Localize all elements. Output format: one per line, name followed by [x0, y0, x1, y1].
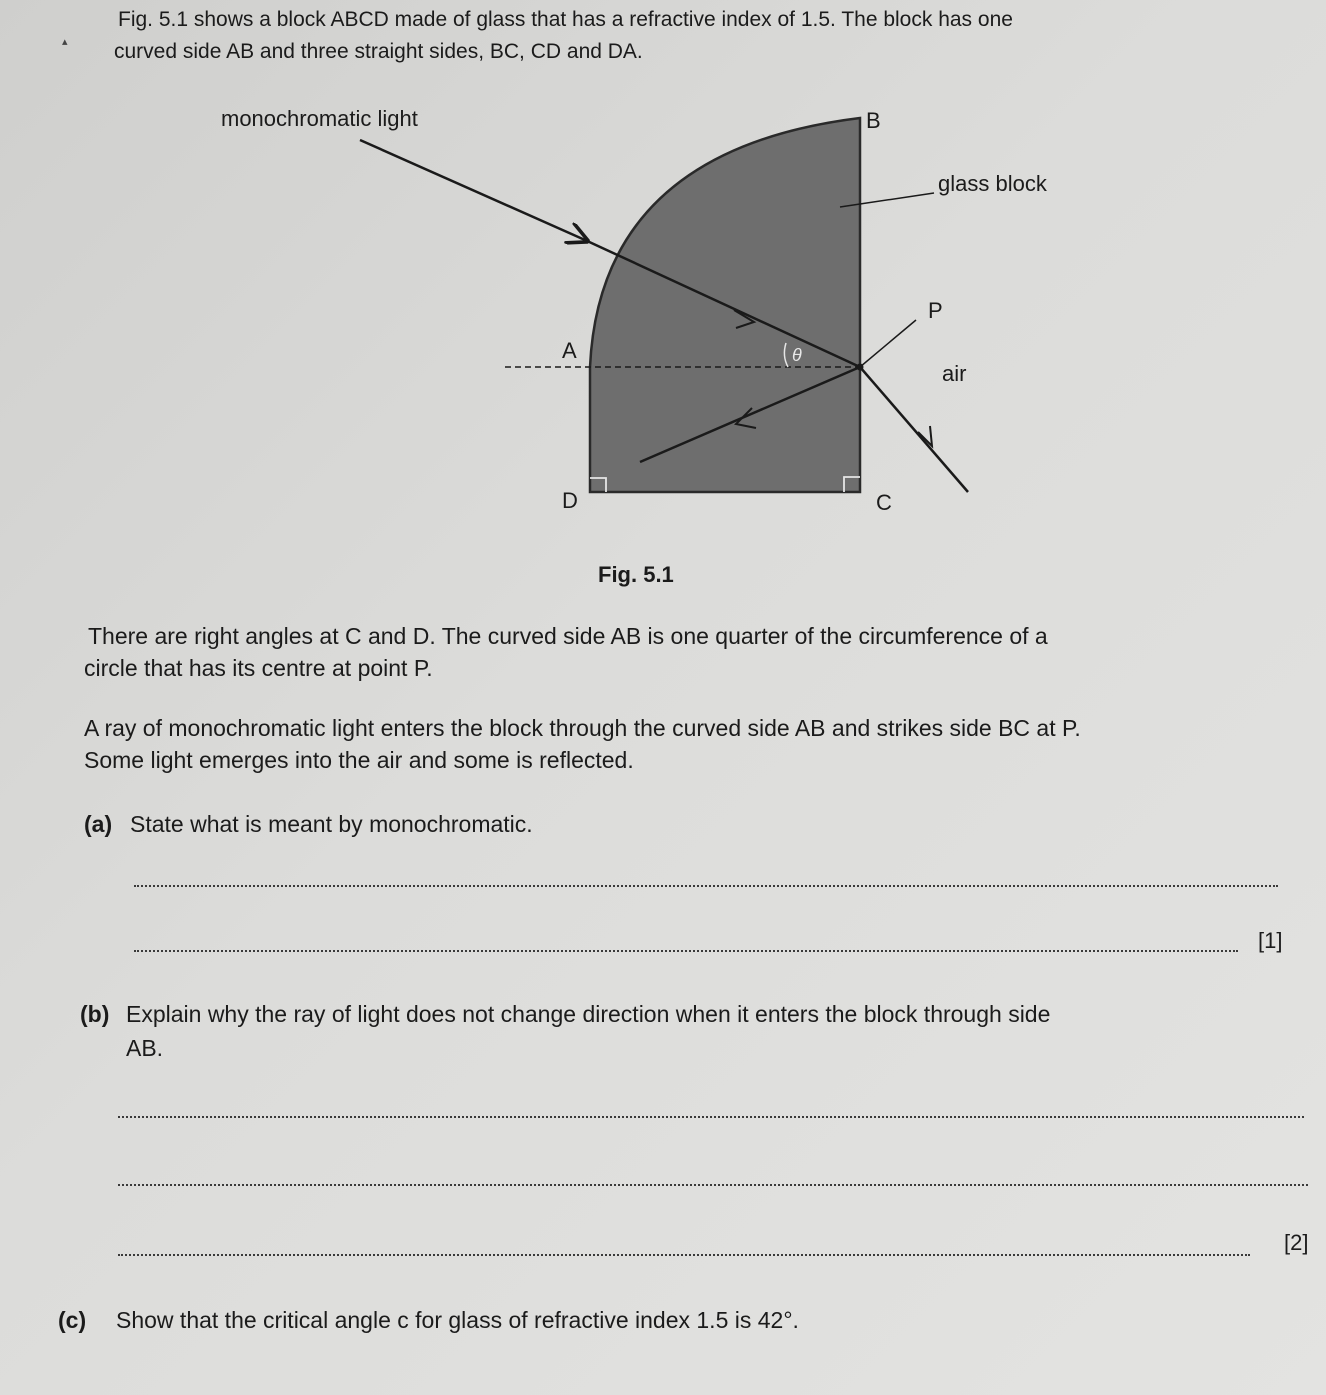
margin-mark: ▴	[62, 36, 68, 48]
question-b-text-line-1: Explain why the ray of light does not change direction when it enters the block through side	[126, 1001, 1051, 1027]
question-b-label: (b)	[80, 1001, 110, 1027]
question-a-label: (a)	[84, 811, 113, 837]
intro-line-2: curved side AB and three straight sides, BC, CD and DA.	[114, 40, 643, 63]
incident-ray	[360, 140, 585, 240]
label-monochromatic-light: monochromatic light	[221, 106, 418, 131]
question-a	[84, 808, 533, 840]
question-c	[58, 1304, 799, 1336]
label-b: B	[866, 108, 881, 133]
figure-caption: Fig. 5.1	[598, 562, 674, 587]
paragraph-1-line-2: circle that has its centre at point P.	[84, 655, 433, 681]
label-theta: θ	[792, 345, 802, 365]
marks-b: [2]	[1284, 1230, 1309, 1255]
answer-line-b-3[interactable]	[118, 1254, 1250, 1256]
question-a-text: State what is meant by monochromatic.	[130, 811, 533, 837]
paragraph-2-line-2: Some light emerges into the air and some is reflected.	[84, 747, 634, 773]
label-p: P	[928, 298, 943, 323]
paragraph-1-line-1: There are right angles at C and D. The curved side AB is one quarter of the circumference of a	[88, 623, 1048, 649]
label-d: D	[562, 488, 578, 513]
answer-line-a-1[interactable]	[134, 885, 1278, 887]
label-c: C	[876, 490, 892, 515]
answer-line-a-2[interactable]	[134, 950, 1238, 952]
label-glass-block: glass block	[938, 171, 1047, 196]
question-c-label: (c)	[58, 1307, 87, 1333]
question-b-text-line-2: AB.	[126, 1035, 164, 1061]
question-c-text: Show that the critical angle c for glass of refractive index 1.5 is 42°.	[116, 1307, 799, 1333]
intro-line-1: Fig. 5.1 shows a block ABCD made of glass that has a refractive index of 1.5. The block has one	[118, 8, 1013, 31]
question-b	[80, 998, 1050, 1030]
answer-line-b-2[interactable]	[118, 1184, 1308, 1186]
marks-a: [1]	[1258, 928, 1283, 953]
label-a: A	[562, 338, 577, 363]
p-label-leader	[860, 320, 916, 367]
answer-line-b-1[interactable]	[118, 1116, 1304, 1118]
paragraph-2-line-1: A ray of monochromatic light enters the block through the curved side AB and strikes side BC at P.	[84, 715, 1081, 741]
label-air: air	[942, 361, 967, 386]
